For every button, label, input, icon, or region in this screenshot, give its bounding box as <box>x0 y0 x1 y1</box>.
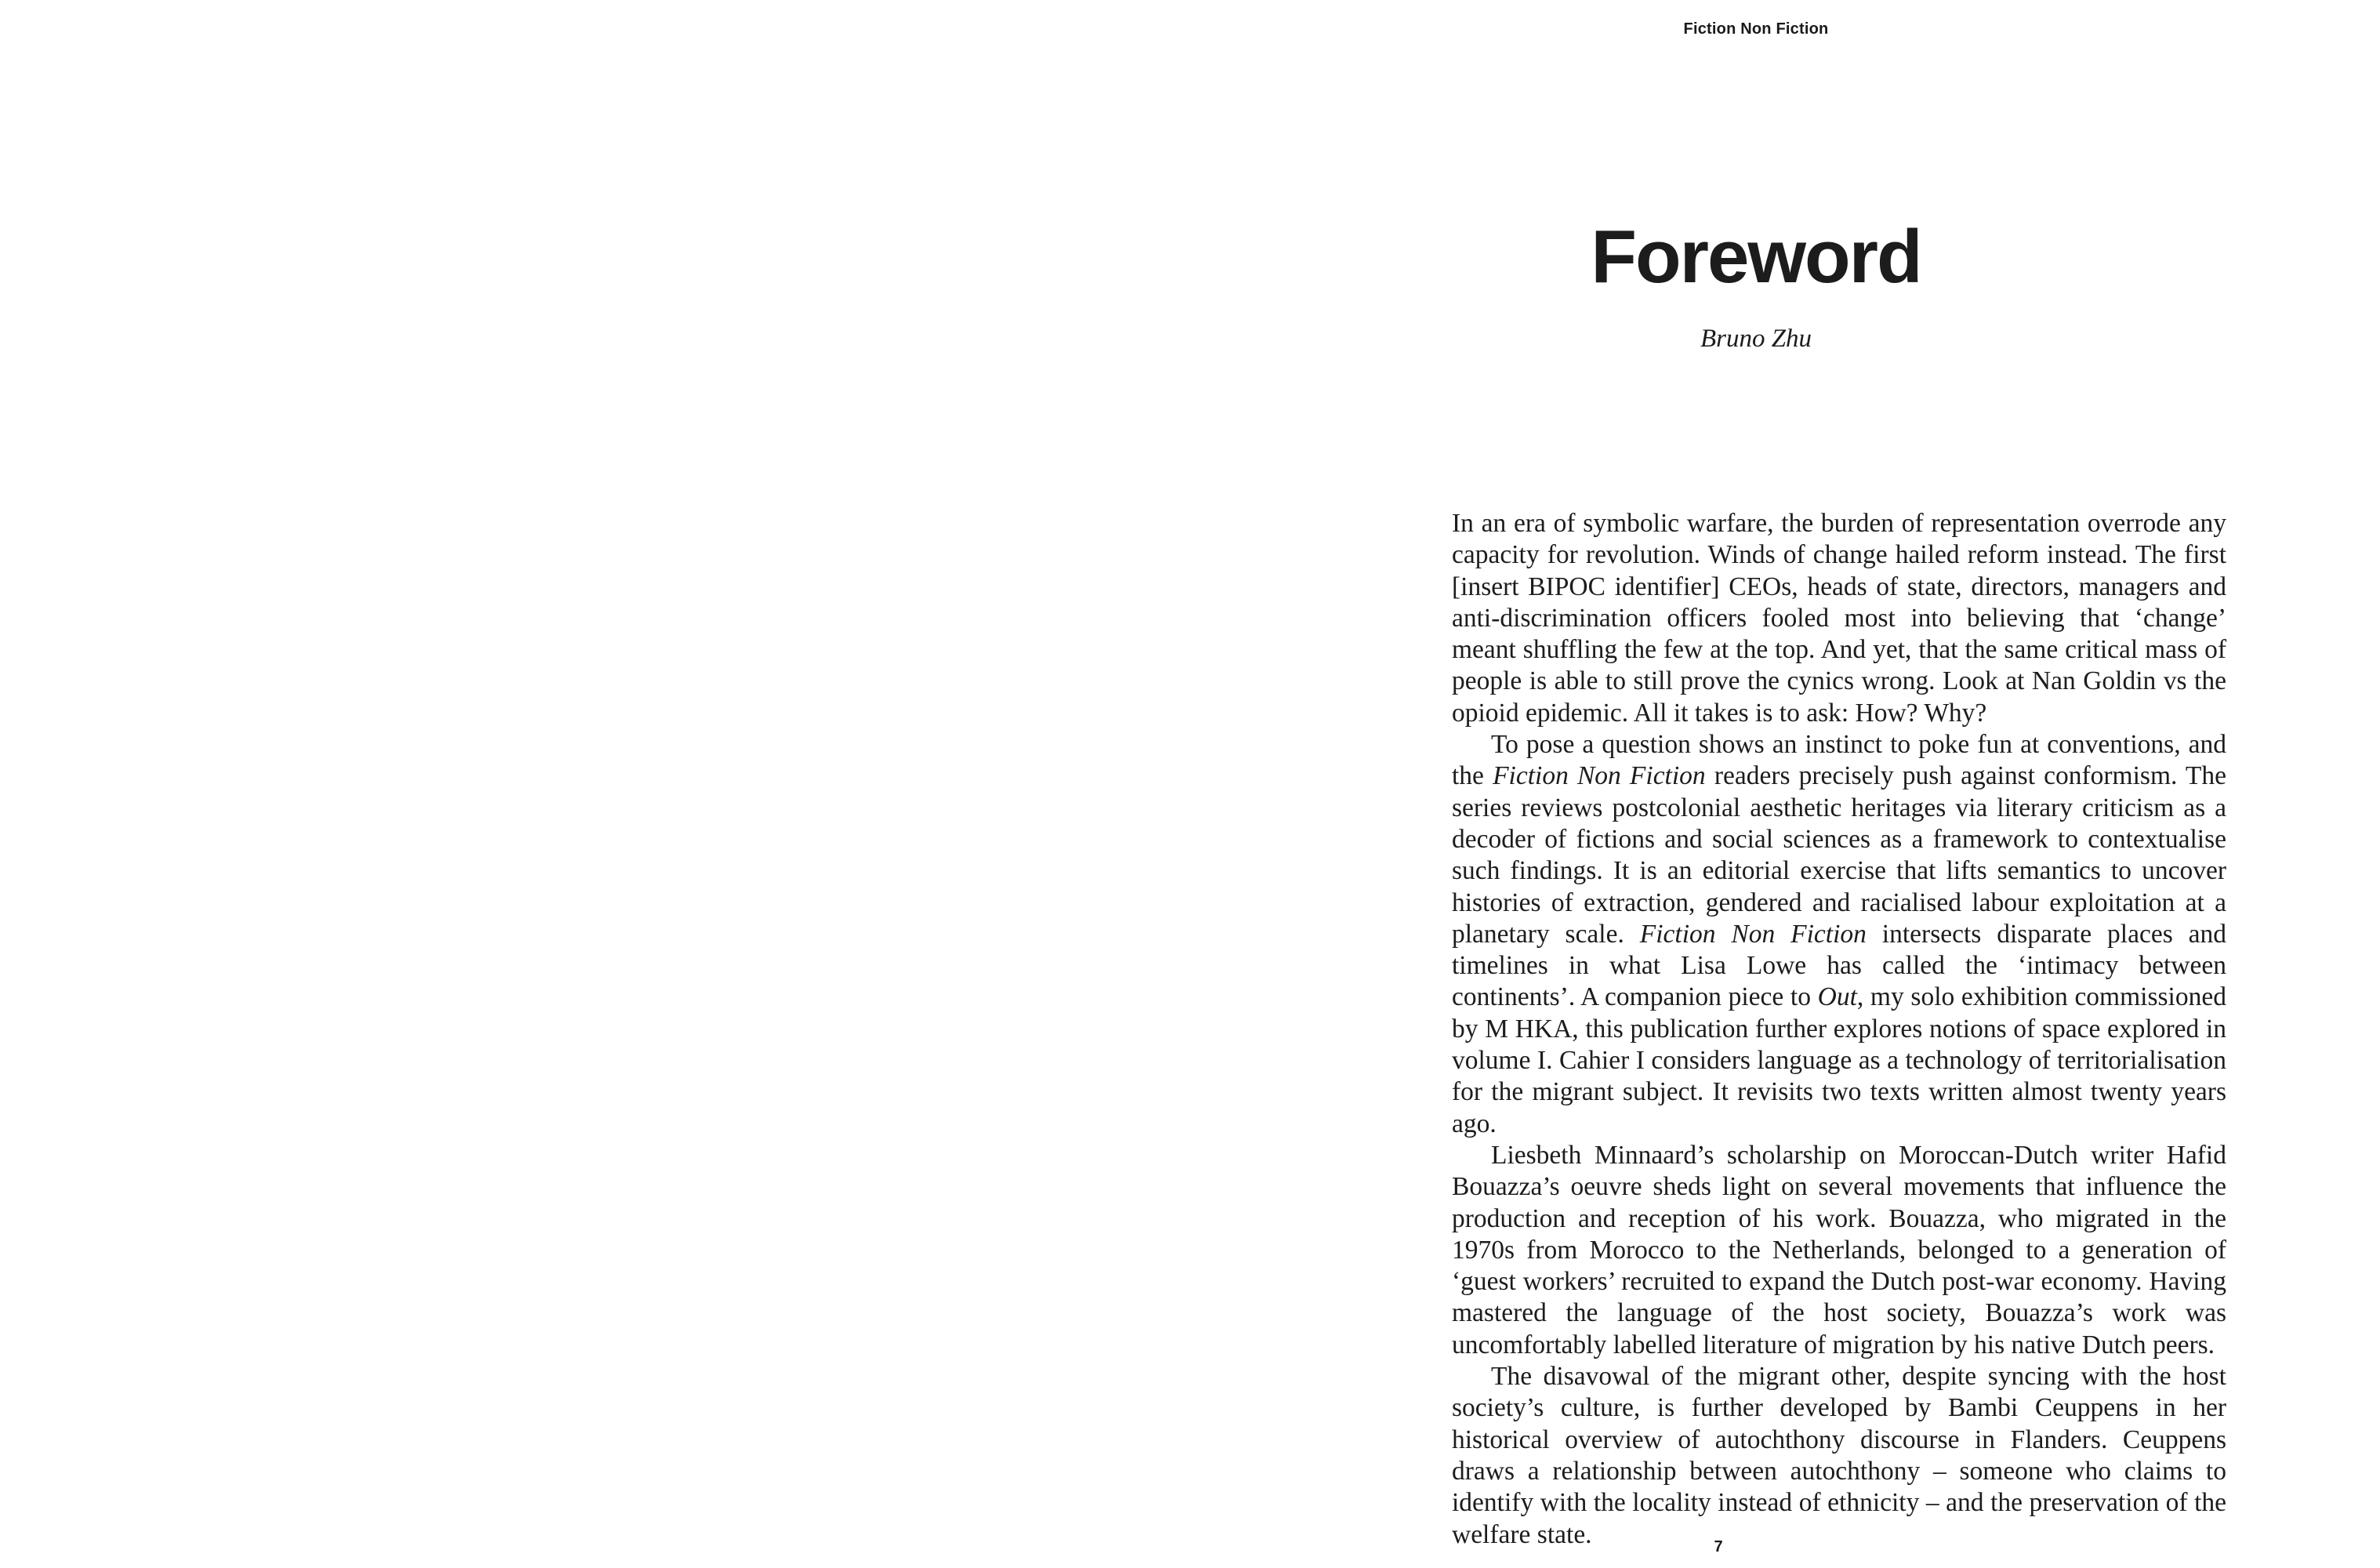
text-run: intersects disparate places and timelines in what Lisa Lowe has called the ‘intimacy between continents’. A companion piece to <box>1452 919 2226 1012</box>
right-page <box>1190 0 2380 1568</box>
body-paragraph <box>1452 1140 2226 1361</box>
page-number: 7 <box>1714 1538 1723 1555</box>
text-run: The disavowal of the migrant other, despite syncing with the host society’s culture, is further developed by Bambi Ceuppens in her historical overview of autochthony discourse in Flanders. Ceuppens draws a relationship between autochthony – someone who claims to identify with the locality instead of ethnicity – and the preservation of the welfare state. <box>1452 1362 2226 1549</box>
text-run: In an era of symbolic warfare, the burden of representation overrode any capacity for revolution. Winds of change hailed reform instead. The first [insert BIPOC identifier] CEOs, heads of state, directors, managers and anti-discrimination officers fooled most into believing that ‘change’ meant shuffling the few at the top. And yet, that the same critical mass of people is able to still prove the cynics wrong. Look at Nan Goldin vs the opioid epidemic. All it takes is to ask: How? Why? <box>1452 509 2226 728</box>
page-title: Foreword <box>1591 215 1921 299</box>
body-text <box>1452 508 2226 1551</box>
text-run: Liesbeth Minnaard’s scholarship on Moroccan-Dutch writer Hafid Bouazza’s oeuvre sheds light on several movements that influence the production and reception of his work. Bouazza, who migrated in the 1970s from Morocco to the Netherlands, belonged to a generation of ‘guest workers’ recruited to expand the Dutch post-war economy. Having mastered the language of the host society, Bouazza’s work was uncomfortably labelled literature of migration by his native Dutch peers. <box>1452 1140 2226 1359</box>
body-paragraph <box>1452 729 2226 1140</box>
body-paragraph <box>1452 1361 2226 1551</box>
author-byline: Bruno Zhu <box>1700 325 1812 353</box>
italic-text-run: Fiction Non Fiction <box>1639 919 1867 949</box>
running-head: Fiction Non Fiction <box>1683 20 1829 38</box>
text-run: , my solo exhibition commissioned by M HKA, this publication further explores notions of space explored in volume I. Cahier I considers language as a technology of territorialisation for the migrant subject. It revisits two texts written almost twenty years ago. <box>1452 982 2226 1138</box>
italic-text-run: Out <box>1817 982 1857 1012</box>
italic-text-run: Fiction Non Fiction <box>1493 761 1706 791</box>
text-run: readers precisely push against conformism. The series reviews postcolonial aesthetic heritages via literary criticism as a decoder of fictions and social sciences as a framework to contextualise such findings. It is an editorial exercise that lifts semantics to uncover histories of extraction, gendered and racialised labour exploitation at a planetary scale. <box>1452 761 2226 949</box>
text-run: To pose a question shows an instinct to poke fun at conventions, and the <box>1452 730 2226 791</box>
body-paragraph <box>1452 508 2226 729</box>
